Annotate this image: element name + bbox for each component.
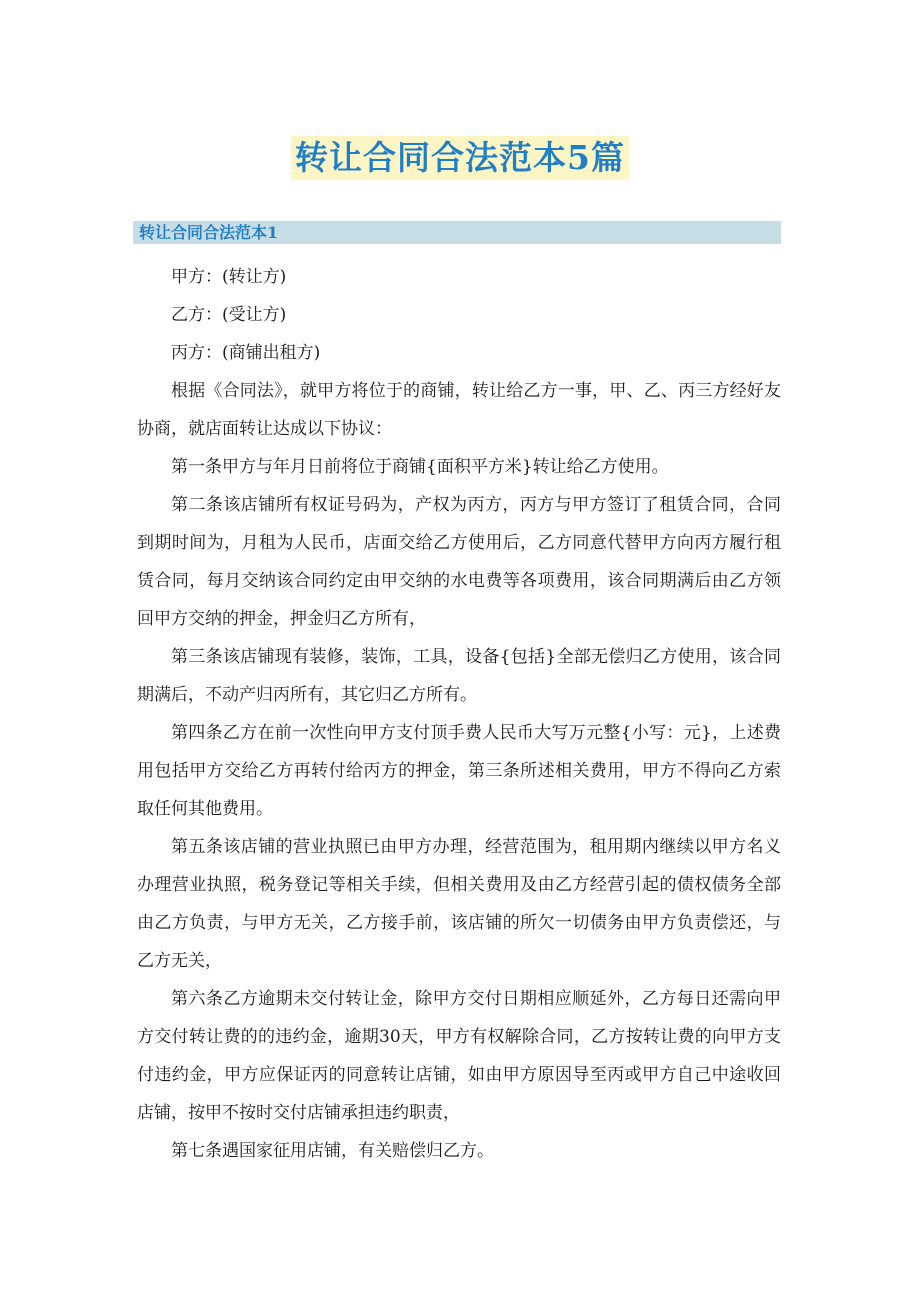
paragraph-party-a: 甲方：(转让方)	[171, 267, 287, 287]
document-title: 转让合同合法范本5篇	[291, 136, 629, 180]
document-body	[137, 258, 781, 1170]
paragraph-article-5: 第五条该店铺的营业执照已由甲方办理，经营范围为，租用期内继续以甲方名义办理营业执照，税务登记等相关手续，但相关费用及由乙方经营引起的债权债务全部由乙方负责，与甲方无关，乙方接手前，该店铺的所欠一切债务由甲方负责偿还，与乙方无关，	[137, 837, 781, 971]
paragraph-article-3: 第三条该店铺现有装修，装饰，工具，设备{包括}全部无偿归乙方使用，该合同期满后，不动产归丙所有，其它归乙方所有。	[137, 647, 781, 705]
paragraph-article-1: 第一条甲方与年月日前将位于商铺{面积平方米}转让给乙方使用。	[171, 457, 669, 477]
paragraph-article-6: 第六条乙方逾期未交付转让金，除甲方交付日期相应顺延外，乙方每日还需向甲方交付转让费的的违约金，逾期30天，甲方有权解除合同，乙方按转让费的向甲方支付违约金，甲方应保证丙的同意转让店铺，如由甲方原因导至丙或甲方自己中途收回店铺，按甲不按时交付店铺承担违约职责，	[137, 989, 781, 1123]
paragraph-party-c: 丙方：(商铺出租方)	[171, 343, 321, 363]
paragraph-article-7: 第七条遇国家征用店铺，有关赔偿归乙方。	[171, 1141, 494, 1161]
paragraph-party-b: 乙方：(受让方)	[171, 305, 287, 325]
section-title: 转让合同合法范本1	[139, 223, 279, 242]
title-container	[0, 136, 920, 180]
paragraph-article-4: 第四条乙方在前一次性向甲方支付顶手费人民币大写万元整{小写：元}，上述费用包括甲方交给乙方再转付给丙方的押金，第三条所述相关费用，甲方不得向乙方索取任何其他费用。	[137, 723, 781, 819]
paragraph-article-2: 第二条该店铺所有权证号码为，产权为丙方，丙方与甲方签订了租赁合同，合同到期时间为，月租为人民币，店面交给乙方使用后，乙方同意代替甲方向丙方履行租赁合同，每月交纳该合同约定由甲交纳的水电费等各项费用，该合同期满后由乙方领回甲方交纳的押金，押金归乙方所有，	[137, 495, 781, 629]
paragraph-preamble: 根据《合同法》，就甲方将位于的商铺，转让给乙方一事，甲、乙、丙三方经好友协商，就店面转让达成以下协议：	[137, 381, 781, 439]
section-header-bar	[133, 221, 781, 244]
